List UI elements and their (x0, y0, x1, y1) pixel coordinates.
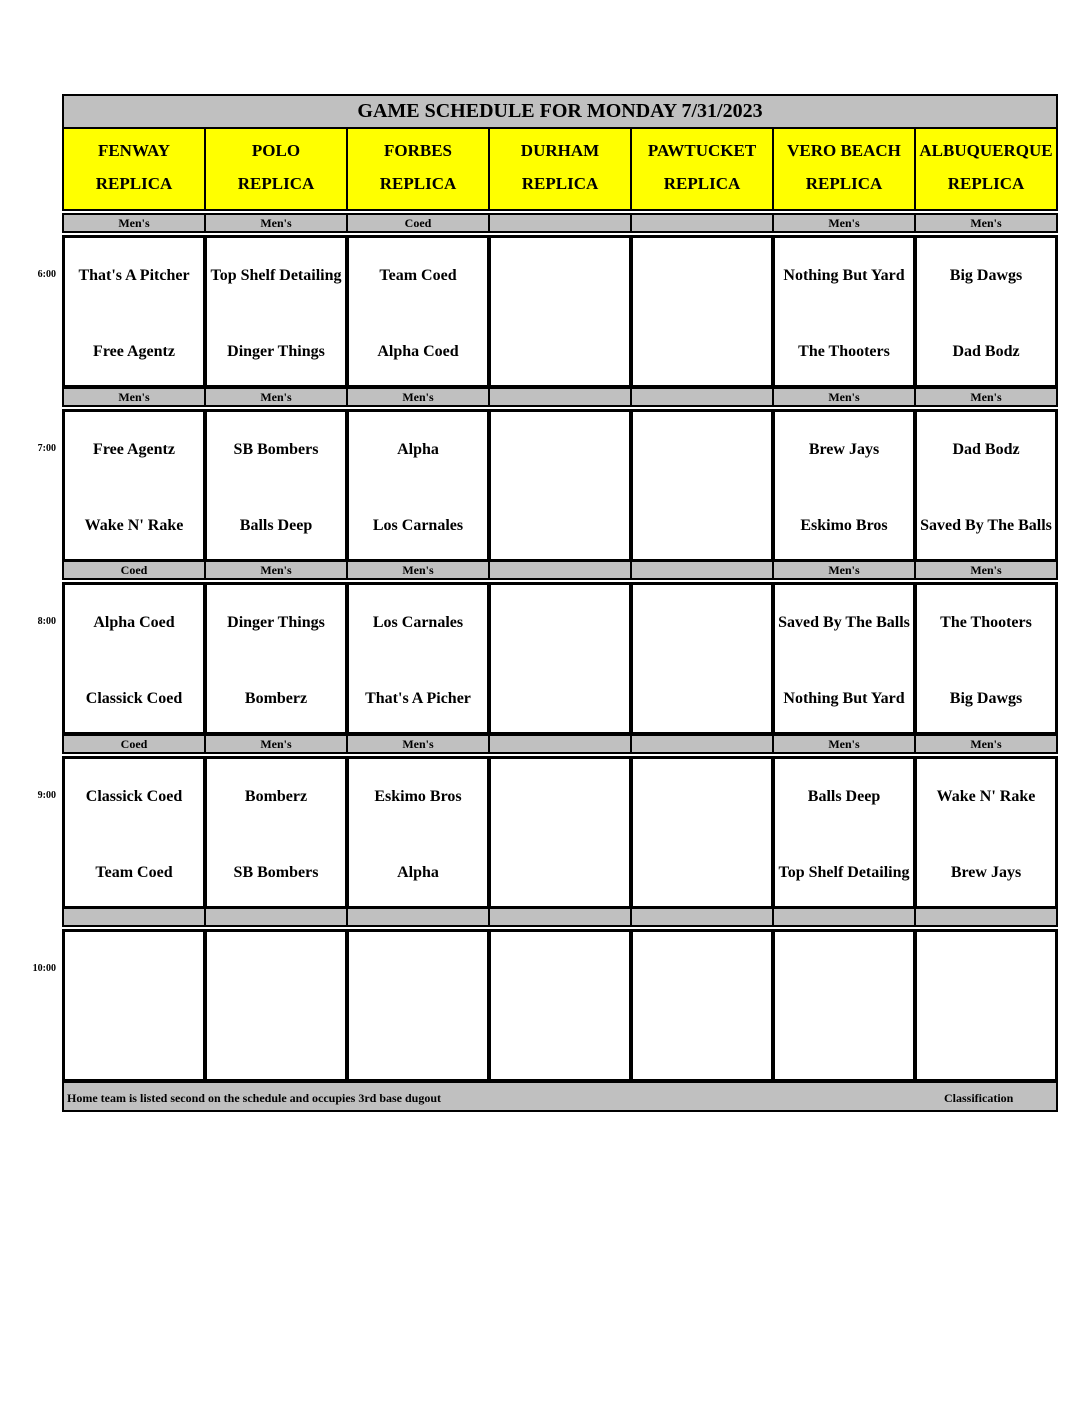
home-team (209, 1022, 343, 1070)
classification-cell (630, 213, 774, 233)
game-cell (62, 756, 206, 909)
home-team: Dinger Things (227, 343, 325, 360)
away-team: Dad Bodz (952, 441, 1020, 458)
away-team: Alpha Coed (93, 614, 175, 631)
game-cell (346, 929, 490, 1082)
game-cell (488, 929, 632, 1082)
away-team (777, 946, 911, 994)
home-team: Classick Coed (85, 690, 183, 707)
away-team (635, 426, 769, 474)
home-team (493, 1022, 627, 1070)
field-type: REPLICA (95, 174, 173, 193)
away-team: Balls Deep (807, 788, 881, 805)
away-team: Wake N' Rake (936, 788, 1036, 805)
away-team (635, 599, 769, 647)
home-team (635, 502, 769, 550)
game-cell (346, 409, 490, 562)
home-team (635, 1022, 769, 1070)
away-team: Eskimo Bros (374, 788, 462, 805)
game-cell (62, 409, 206, 562)
away-team (493, 252, 627, 300)
home-team: Balls Deep (239, 517, 313, 534)
away-team: Saved By The Balls (778, 614, 910, 631)
home-team (351, 1022, 485, 1070)
away-team (635, 946, 769, 994)
field-header (62, 127, 206, 211)
game-cell (914, 409, 1058, 562)
game-cell (772, 582, 916, 735)
home-team (635, 328, 769, 376)
game-cell (488, 582, 632, 735)
time-slot-label: 6:00 (37, 269, 56, 280)
away-team (209, 946, 343, 994)
time-slot-label: 9:00 (37, 790, 56, 801)
away-team: Free Agentz (93, 441, 175, 458)
away-team: Dinger Things (227, 614, 325, 631)
classification-cell: Coed (62, 734, 206, 754)
away-team (351, 946, 485, 994)
away-team: Top Shelf Detailing (210, 267, 342, 284)
home-team: Nothing But Yard (783, 690, 905, 707)
home-team (493, 502, 627, 550)
away-team: Los Carnales (372, 614, 464, 631)
schedule-title: GAME SCHEDULE FOR MONDAY 7/31/2023 (62, 94, 1058, 129)
classification-cell: Coed (346, 213, 490, 233)
field-name: FORBES (383, 141, 453, 160)
field-header (346, 127, 490, 211)
classification-cell: Men's (772, 734, 916, 754)
classification-cell: Men's (914, 387, 1058, 407)
field-name: ALBUQUERQUE (919, 141, 1053, 160)
away-team: Big Dawgs (949, 267, 1023, 284)
classification-cell: Men's (62, 213, 206, 233)
game-cell (772, 235, 916, 388)
field-name: FENWAY (97, 141, 171, 160)
game-cell (630, 409, 774, 562)
classification-cell (488, 387, 632, 407)
classification-cell: Men's (204, 734, 348, 754)
classification-cell: Men's (772, 560, 916, 580)
away-team: SB Bombers (233, 441, 319, 458)
home-team: Alpha (397, 864, 439, 881)
home-team (493, 328, 627, 376)
away-team: Nothing But Yard (783, 267, 905, 284)
game-cell (488, 409, 632, 562)
field-type: REPLICA (805, 174, 883, 193)
away-team (919, 946, 1053, 994)
game-cell (204, 582, 348, 735)
field-header (914, 127, 1058, 211)
home-team (493, 849, 627, 897)
field-type: REPLICA (237, 174, 315, 193)
away-team (635, 252, 769, 300)
home-team: Wake N' Rake (84, 517, 184, 534)
game-cell (772, 409, 916, 562)
classification-cell: Coed (62, 560, 206, 580)
home-team: Saved By The Balls (920, 517, 1052, 534)
schedule-footer (62, 1081, 1058, 1112)
classification-cell: Men's (204, 387, 348, 407)
away-team (493, 426, 627, 474)
game-cell (772, 929, 916, 1082)
game-cell (346, 582, 490, 735)
field-name: DURHAM (520, 141, 600, 160)
field-type: REPLICA (379, 174, 457, 193)
home-team: That's A Picher (365, 690, 471, 707)
time-slot-label: 8:00 (37, 616, 56, 627)
classification-cell: Men's (62, 387, 206, 407)
field-name: VERO BEACH (787, 141, 901, 160)
home-team: Brew Jays (950, 864, 1022, 881)
game-cell (204, 409, 348, 562)
classification-cell (630, 734, 774, 754)
game-cell (346, 235, 490, 388)
classification-cell (488, 734, 632, 754)
classification-cell: Men's (914, 560, 1058, 580)
home-team (919, 1022, 1053, 1070)
home-team: Big Dawgs (949, 690, 1023, 707)
classification-cell (488, 213, 632, 233)
home-team: Top Shelf Detailing (778, 864, 910, 881)
time-slot-label: 10:00 (32, 963, 56, 974)
game-cell (914, 929, 1058, 1082)
game-cell (204, 756, 348, 909)
game-cell (204, 929, 348, 1082)
away-team: The Thooters (940, 614, 1032, 631)
game-cell (630, 756, 774, 909)
away-team: Classick Coed (85, 788, 183, 805)
field-header (204, 127, 348, 211)
classification-cell: Men's (772, 213, 916, 233)
home-team: Dad Bodz (952, 343, 1020, 360)
home-team (777, 1022, 911, 1070)
home-team: Team Coed (95, 864, 173, 881)
time-slot-label: 7:00 (37, 443, 56, 454)
home-team-note: Home team is listed second on the schedule and occupies 3rd base dugout (67, 1091, 442, 1105)
home-team: SB Bombers (233, 864, 319, 881)
field-name: PAWTUCKET (647, 141, 757, 160)
classification-cell (488, 560, 632, 580)
classification-cell: Men's (346, 734, 490, 754)
field-header (488, 127, 632, 211)
game-cell (62, 929, 206, 1082)
classification-cell (204, 907, 348, 927)
classification-cell: Men's (914, 734, 1058, 754)
classification-cell (630, 907, 774, 927)
away-team (67, 946, 201, 994)
classification-cell (914, 907, 1058, 927)
game-cell (346, 756, 490, 909)
classification-cell (346, 907, 490, 927)
away-team: That's A Pitcher (78, 267, 190, 284)
game-cell (914, 756, 1058, 909)
away-team: Brew Jays (808, 441, 880, 458)
home-team: Bomberz (244, 690, 308, 707)
classification-cell: Men's (346, 560, 490, 580)
game-cell (488, 235, 632, 388)
field-type: REPLICA (663, 174, 741, 193)
away-team (635, 773, 769, 821)
classification-cell (630, 387, 774, 407)
game-cell (488, 756, 632, 909)
game-cell (204, 235, 348, 388)
classification-cell (488, 907, 632, 927)
classification-cell: Men's (346, 387, 490, 407)
field-header (630, 127, 774, 211)
game-cell (914, 235, 1058, 388)
away-team (493, 773, 627, 821)
classification-cell (772, 907, 916, 927)
home-team (67, 1022, 201, 1070)
classification-cell: Men's (204, 213, 348, 233)
away-team: Team Coed (379, 267, 457, 284)
game-cell (62, 582, 206, 735)
away-team: Alpha (397, 441, 439, 458)
classification-cell (62, 907, 206, 927)
game-cell (630, 929, 774, 1082)
game-cell (630, 235, 774, 388)
home-team (493, 675, 627, 723)
game-cell (62, 235, 206, 388)
home-team (635, 849, 769, 897)
away-team (493, 946, 627, 994)
home-team: Los Carnales (372, 517, 464, 534)
classification-cell: Men's (914, 213, 1058, 233)
home-team: Free Agentz (93, 343, 175, 360)
home-team: The Thooters (798, 343, 890, 360)
home-team (635, 675, 769, 723)
away-team (493, 599, 627, 647)
field-type: REPLICA (947, 174, 1025, 193)
home-team: Eskimo Bros (800, 517, 888, 534)
field-type: REPLICA (521, 174, 599, 193)
game-cell (772, 756, 916, 909)
home-team: Alpha Coed (377, 343, 459, 360)
classification-cell (630, 560, 774, 580)
field-name: POLO (251, 141, 301, 160)
classification-cell: Men's (204, 560, 348, 580)
away-team: Bomberz (244, 788, 308, 805)
classification-legend: Classification (944, 1091, 1014, 1105)
field-header (772, 127, 916, 211)
game-cell (914, 582, 1058, 735)
classification-cell: Men's (772, 387, 916, 407)
game-cell (630, 582, 774, 735)
